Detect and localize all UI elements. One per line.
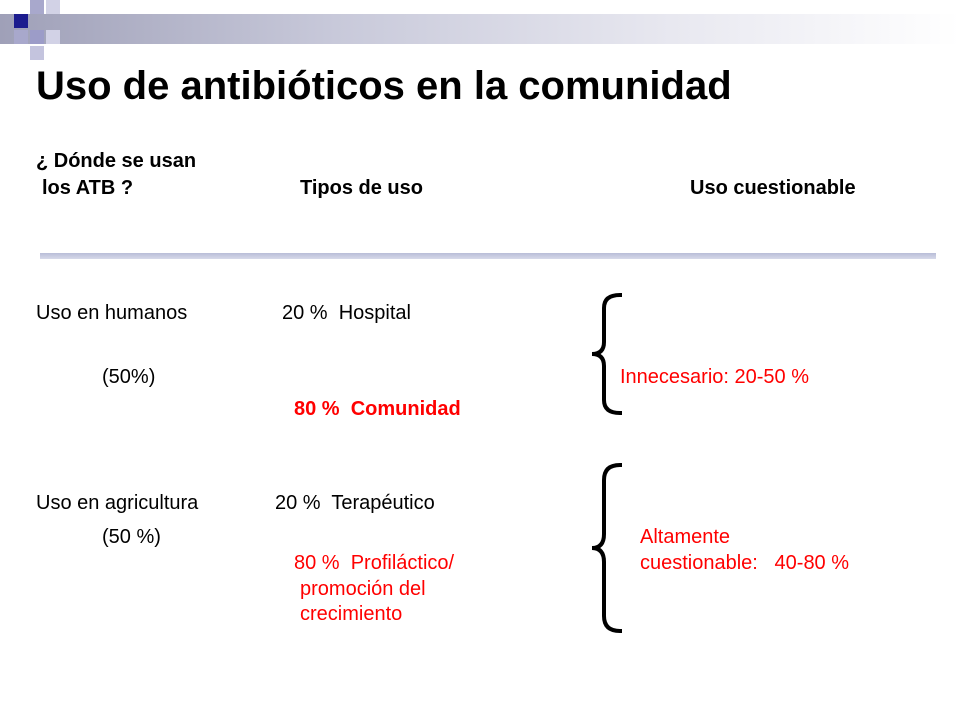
humans-label: Uso en humanos — [36, 302, 188, 324]
agriculture-label: Uso en agricultura — [36, 492, 199, 514]
humans-community: 80 % Comunidad — [294, 398, 461, 420]
humans-percent: (50%) — [102, 366, 156, 388]
humans-assessment: Innecesario: 20-50 % — [620, 366, 810, 388]
agriculture-assessment-line2: cuestionable: 40-80 % — [640, 552, 850, 574]
agriculture-prophylactic-line1: 80 % Profiláctico/ — [294, 552, 455, 574]
header-divider — [40, 253, 936, 259]
header-types: Tipos de uso — [300, 177, 423, 199]
agriculture-prophylactic-line3: crecimiento — [300, 603, 403, 625]
header-questionable: Uso cuestionable — [690, 177, 856, 199]
header-gradient-bar — [0, 14, 960, 44]
decor-square-light — [30, 0, 44, 14]
agriculture-therapeutic: 20 % Terapéutico — [275, 492, 435, 514]
slide-title: Uso de antibióticos en la comunidad — [36, 64, 732, 108]
header-where-line1: ¿ Dónde se usan — [36, 150, 197, 172]
decor-square-dark — [30, 30, 44, 44]
decor-square-dark — [14, 14, 28, 28]
decor-square-light — [14, 30, 28, 44]
decor-square-light — [30, 46, 44, 60]
decor-square-light — [46, 0, 60, 14]
humans-hospital: 20 % Hospital — [282, 302, 411, 324]
agriculture-percent: (50 %) — [102, 526, 161, 548]
agriculture-assessment-line1: Altamente — [640, 526, 731, 548]
brace-humans — [590, 292, 630, 416]
brace-agriculture — [590, 462, 630, 634]
decor-square-light — [46, 30, 60, 44]
agriculture-prophylactic-line2: promoción del — [300, 578, 426, 600]
header-where-line2: los ATB ? — [42, 177, 134, 199]
